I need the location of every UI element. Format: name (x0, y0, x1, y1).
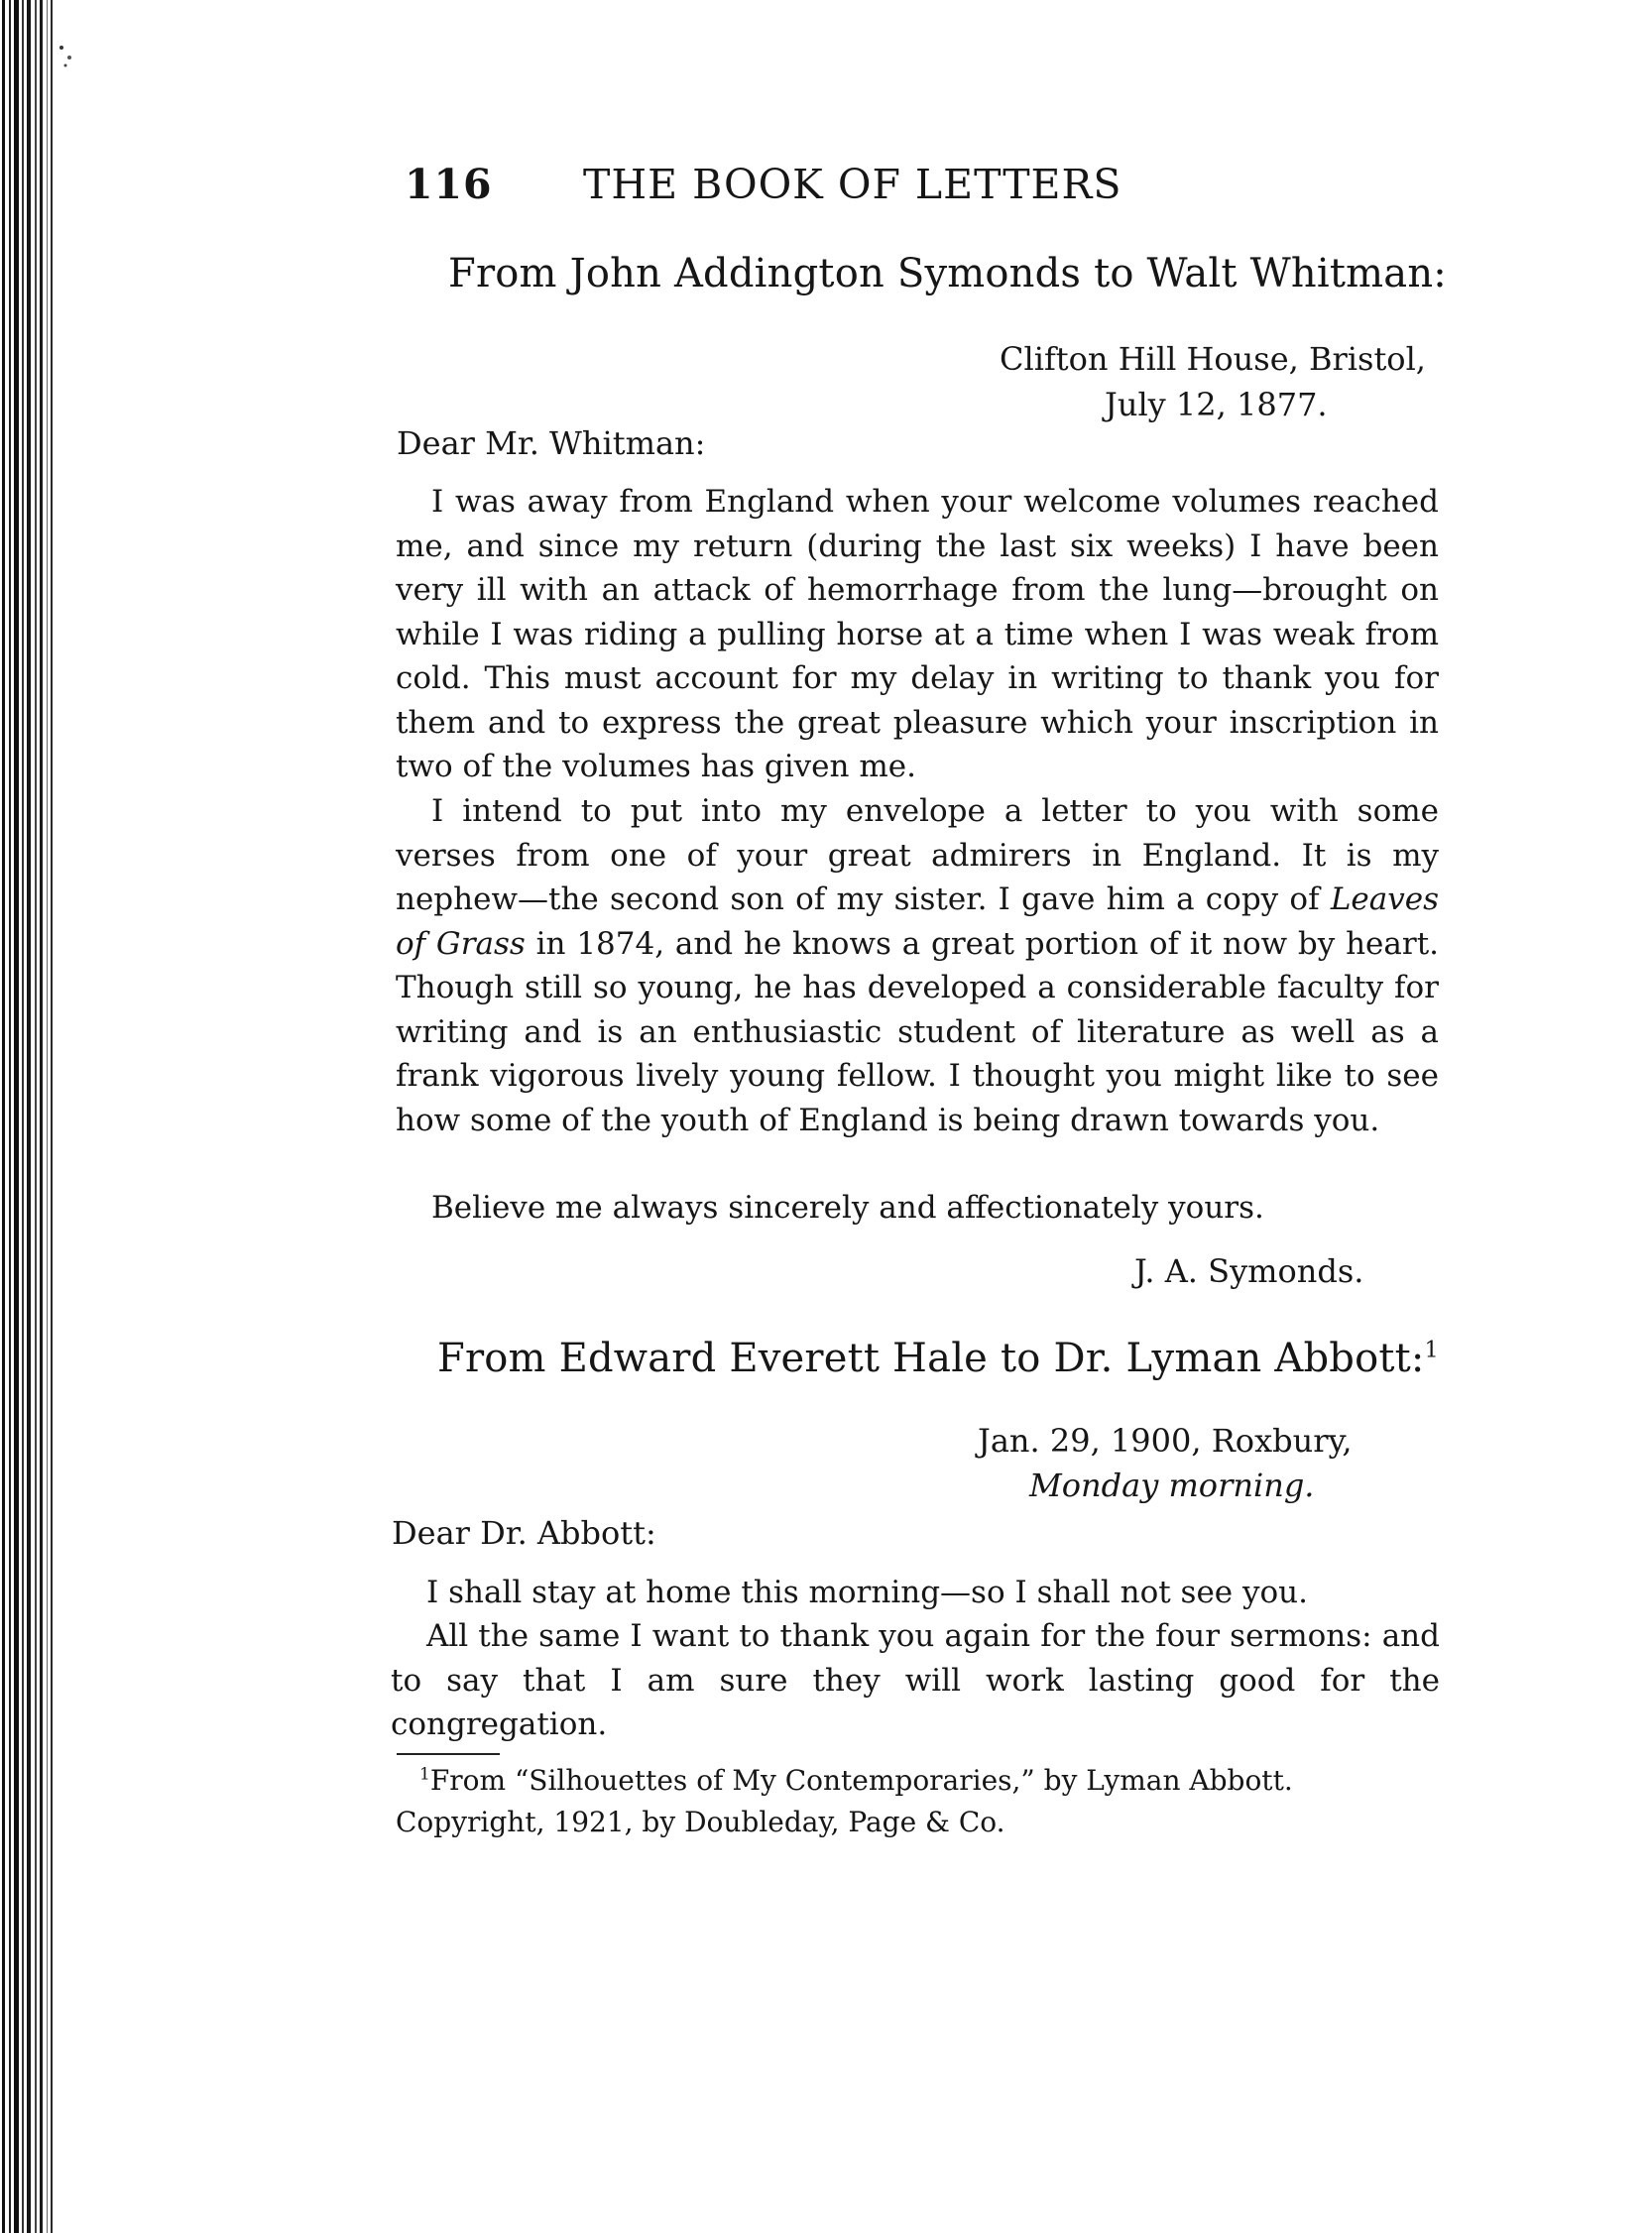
letter-date: Monday morning. (1029, 1467, 1315, 1504)
letter-heading: From John Addington Symonds to Walt Whitman: (448, 251, 1447, 296)
heading-text: From Edward Everett Hale to Dr. Lyman Abbott: (437, 1336, 1425, 1381)
letter-paragraph: I shall stay at home this morning—so I shall not see you. (426, 1575, 1308, 1610)
running-head: THE BOOK OF LETTERS (583, 161, 1122, 208)
letter-paragraph (396, 789, 1439, 1142)
letter-signature: J. A. Symonds. (1134, 1252, 1364, 1290)
paragraph-text: I intend to put into my envelope a letter to you with some verses from one of your great admirers in England. It is my nephew—the second son of my sister. I gave him a copy of (396, 793, 1439, 917)
paragraph-text: in 1874, and he knows a great portion of it now by heart. Though still so young, he has developed a considerable faculty for writing and is an enthusiastic student of literature as well as a frank vigorous lively young fellow. I thought you might like to see how some of the youth of England is being drawn towards you. (396, 925, 1440, 1138)
footnote-rule (397, 1753, 500, 1755)
letter-salutation: Dear Mr. Whitman: (397, 424, 706, 462)
letter-address: Jan. 29, 1900, Roxbury, (978, 1422, 1353, 1460)
letter-salutation: Dear Dr. Abbott: (392, 1514, 656, 1552)
letter-closing: Believe me always sincerely and affectionately yours. (431, 1190, 1264, 1226)
footnote-text: From “Silhouettes of My Contemporaries,” by Lyman Abbott. Copyright, 1921, by Doubleday, Page & Co. (396, 1764, 1293, 1838)
letter-paragraph: I was away from England when your welcome volumes reached me, and since my return (during the last six weeks) I have been very ill with an attack of hemorrhage from the lung—brought on while I was riding a pulling horse at a time when I was weak from cold. This must account for my delay in writing to thank you for them and to express the great pleasure which your inscription in two of the volumes has given me. (396, 484, 1439, 784)
footnote-marker: 1 (419, 1764, 430, 1785)
page-number: 116 (405, 161, 493, 208)
book-title: Leaves of Grass (396, 881, 1439, 962)
letter-heading (437, 1336, 1439, 1381)
footnote (396, 1760, 1441, 1843)
page-header (405, 161, 1297, 220)
footnote-reference: 1 (1424, 1338, 1439, 1363)
letter-date: July 12, 1877. (1105, 386, 1328, 423)
letter-address: Clifton Hill House, Bristol, (1000, 340, 1426, 378)
letter-paragraph: All the same I want to thank you again for the four sermons: and to say that I am sure they will work lasting good for the congregation. (391, 1618, 1440, 1742)
